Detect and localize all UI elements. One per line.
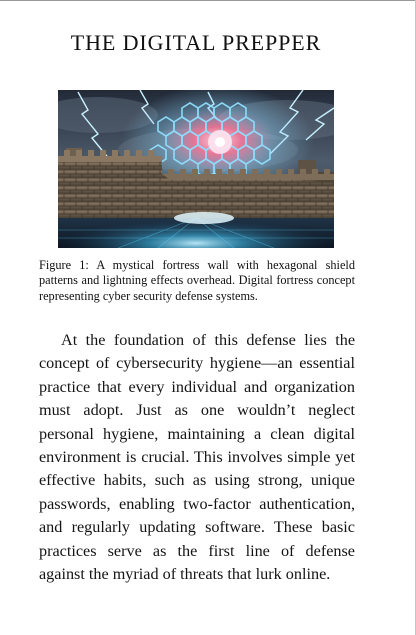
body-paragraph: At the foundation of this defense lies the concept of cybersecurity hygiene—an essential practice that every individual and organization must adopt. Just as one wouldn’t neglect personal hygiene, maintaining a clean digital environment is crucial. This involves simple yet effective habits, such as using strong, unique passwords, enabling two-factor authentication, and regularly updating software. These basic practices serve as the first line of defense against the myriad of threats that lurk online. [39,331,355,584]
page-title: THE DIGITAL PREPPER [70,30,322,55]
figure-caption: Figure 1: A mystical fortress wall with hexagonal shield patterns and lightning effects overhead. Digital fortress concept representing cyber security defense systems. [39,258,355,303]
fortress-illustration [58,90,334,248]
page-top-border [0,0,416,1]
